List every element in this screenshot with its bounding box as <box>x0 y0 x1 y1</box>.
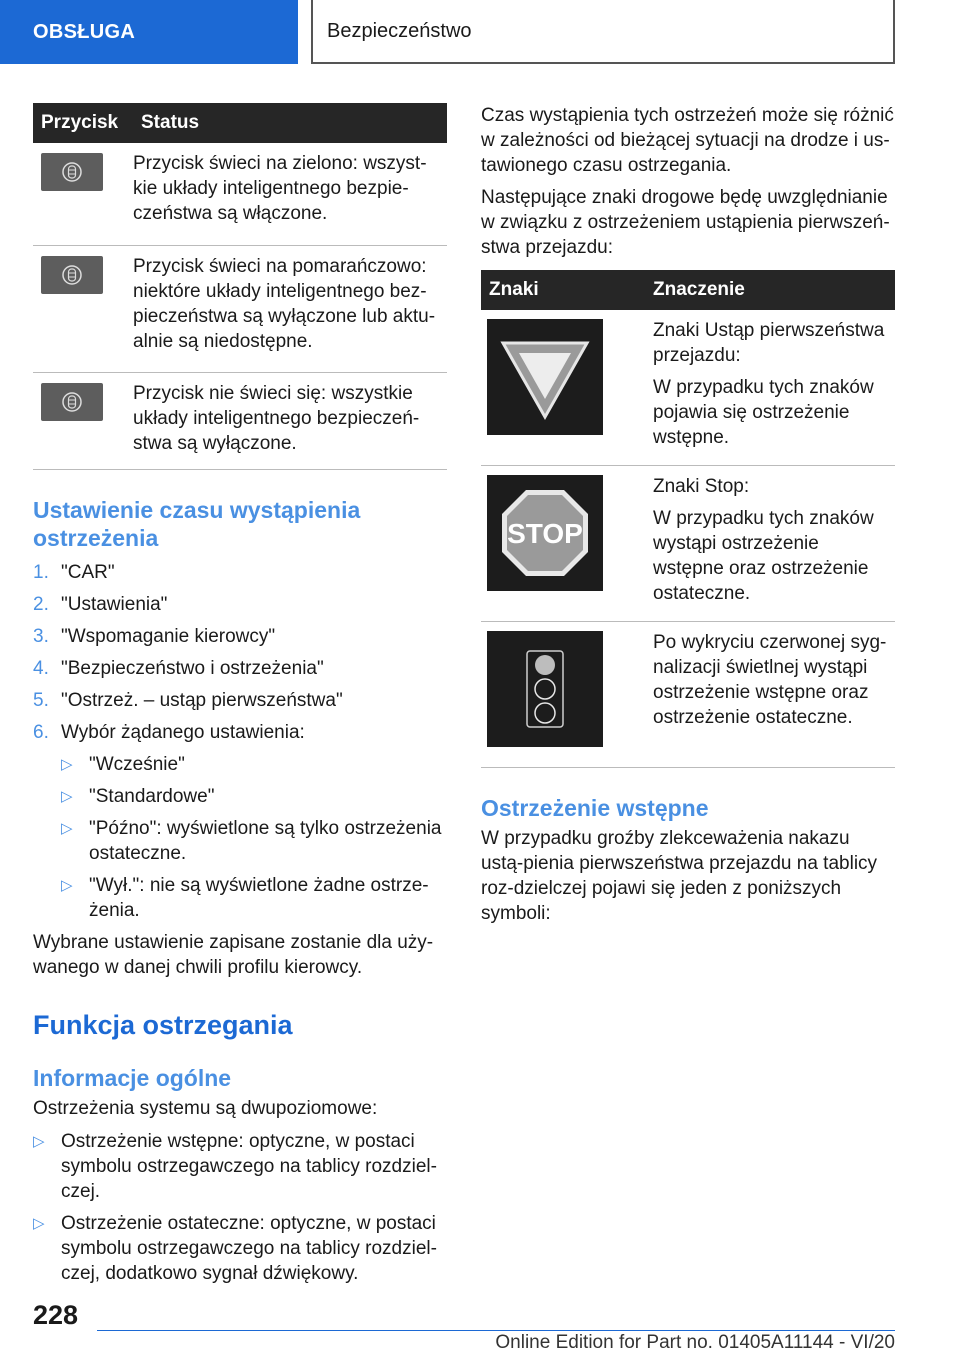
triangle-bullet-icon: ▷ <box>61 756 73 773</box>
table-row <box>481 310 895 466</box>
timing-note: Wybrane ustawienie zapisane zostanie dla uży-wanego w danej chwili profilu kierowcy. <box>33 932 434 978</box>
status-text: Przycisk świeci na zielono: wszyst-kie układy inteligentnego bezpie-czeństwa są włączone. <box>133 143 447 246</box>
list-item: 1. "CAR" <box>33 562 115 583</box>
yield-sign-icon <box>487 319 603 435</box>
list-item: ▷ Ostrzeżenie ostateczne: optyczne, w postaci symbolu ostrzegawczego na tablicy rozdziel-czej, dodatkowo sygnał dźwiękowy. <box>33 1213 437 1284</box>
status-table-header-button: Przycisk <box>33 103 133 143</box>
list-item: ▷ "Wył.": nie są wyświetlone żadne ostrze-żenia. <box>61 875 429 921</box>
timing-heading: Ustawienie czasu wystąpienia ostrzeżenia <box>33 497 361 551</box>
table-row <box>481 622 895 768</box>
triangle-bullet-icon: ▷ <box>61 788 73 805</box>
page-number: 228 <box>33 1300 79 1330</box>
stop-sign-icon <box>487 475 603 591</box>
timing-variance-paragraph: Czas wystąpienia tych ostrzeżeń może się różnić w zależności od bieżącej sytuacji na drodze i us-tawionego czasu ostrzegania. <box>481 105 894 176</box>
warning-function-heading: Funkcja ostrzegania <box>33 1010 293 1040</box>
sign-meaning-text: Po wykryciu czerwonej syg-nalizacji świetlnej wystąpi ostrzeżenie wstępne oraz ostrzeżenie ostateczne. <box>645 622 895 768</box>
list-item: 2. "Ustawienia" <box>33 594 168 615</box>
sign-meaning-title: Znaki Stop: <box>653 476 750 497</box>
table-row <box>33 373 447 470</box>
table-row <box>481 466 895 622</box>
page-header-title: Bezpieczeństwo <box>311 0 895 64</box>
list-item: 3. "Wspomaganie kierowcy" <box>33 626 276 647</box>
triangle-bullet-icon: ▷ <box>61 820 73 837</box>
footer-edition: Online Edition for Part no. 01405A11144 - VI/20 <box>495 1332 895 1353</box>
triangle-bullet-icon: ▷ <box>33 1215 45 1232</box>
status-text: Przycisk nie świeci się: wszystkie układy inteligentnego bezpieczeń-stwa są wyłączone. <box>133 373 447 470</box>
sign-meaning-text: W przypadku tych znaków wystąpi ostrzeżenie wstępne oraz ostrzeżenie ostateczne. <box>653 508 874 604</box>
list-item: ▷ Ostrzeżenie wstępne: optyczne, w postaci symbolu ostrzegawczego na tablicy rozdziel-czej. <box>33 1131 437 1202</box>
pre-warning-heading: Ostrzeżenie wstępne <box>481 795 709 821</box>
right-column <box>481 103 895 926</box>
list-item: 4. "Bezpieczeństwo i ostrzeżenia" <box>33 658 324 679</box>
footer-divider <box>97 1330 895 1331</box>
table-row <box>33 143 447 246</box>
status-text: Przycisk świeci na pomarańczowo: niektóre układy inteligentnego bez-pieczeństwa są wyłączone lub aktu-alnie są niedostępne. <box>133 246 447 373</box>
list-item: ▷ "Wcześnie" <box>61 754 185 775</box>
sign-meaning-title: Znaki Ustąp pierwszeństwa przejazdu: <box>653 320 885 366</box>
section-tab: OBSŁUGA <box>0 0 298 64</box>
table-row <box>33 246 447 373</box>
timing-steps <box>33 560 447 745</box>
general-info-intro: Ostrzeżenia systemu są dwupoziomowe: <box>33 1098 378 1119</box>
stop-sign-text: STOP <box>507 518 583 549</box>
list-item: 5. "Ostrzeż. – ustąp pierwszeństwa" <box>33 690 343 711</box>
signs-table-header-meaning: Znaczenie <box>645 270 895 310</box>
signs-table <box>481 270 895 768</box>
traffic-light-icon <box>487 631 603 747</box>
triangle-bullet-icon: ▷ <box>33 1133 45 1150</box>
sign-meaning-text: W przypadku tych znaków pojawia się ostrzeżenie wstępne. <box>653 377 874 448</box>
signs-table-header-signs: Znaki <box>481 270 645 310</box>
triangle-bullet-icon: ▷ <box>61 877 73 894</box>
pre-warning-text: W przypadku groźby zlekceważenia nakazu ustą-pienia pierwszeństwa przejazdu na tablicy roz-dzielczej pojawi się jeden z poniższych symboli: <box>481 828 878 924</box>
list-item: ▷ "Standardowe" <box>61 786 215 807</box>
button-off-icon <box>41 383 103 421</box>
status-table-header-status: Status <box>133 103 447 143</box>
status-table <box>33 103 447 470</box>
button-green-icon <box>41 153 103 191</box>
list-item: ▷ "Późno": wyświetlone są tylko ostrzeżenia ostateczne. <box>61 818 442 864</box>
signs-intro-paragraph: Następujące znaki drogowe będę uwzględnianie w związku z ostrzeżeniem ustąpienia pierwszeń-stwa przejazdu: <box>481 187 890 258</box>
list-item: 6. Wybór żądanego ustawienia: <box>33 722 305 743</box>
timing-options <box>33 752 447 923</box>
warning-levels-list <box>33 1129 447 1286</box>
general-info-heading: Informacje ogólne <box>33 1065 232 1091</box>
button-orange-icon <box>41 256 103 294</box>
left-column <box>33 103 447 1293</box>
